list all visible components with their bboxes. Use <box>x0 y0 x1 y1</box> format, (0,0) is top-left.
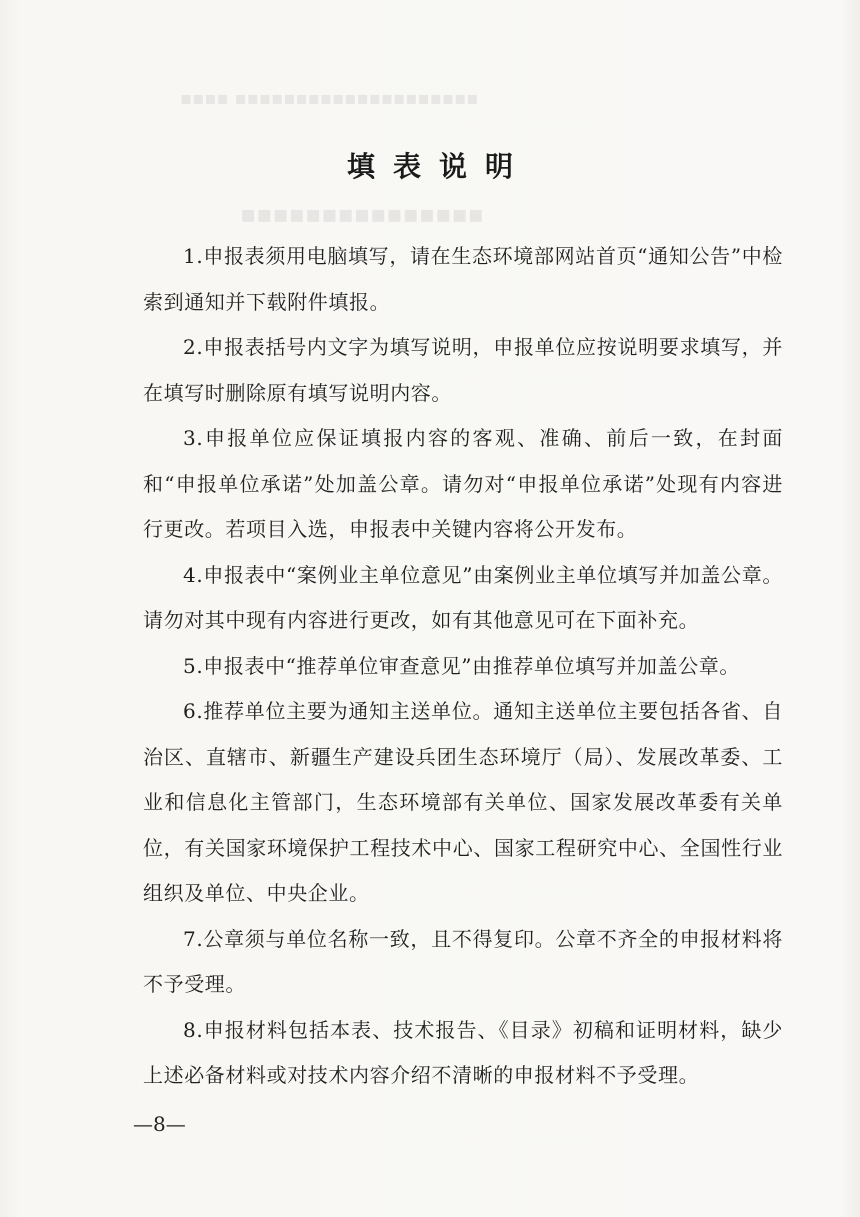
instruction-item-4: 4.申报表中“案例业主单位意见”由案例业主单位填写并加盖公章。请勿对其中现有内容进行更改，如有其他意见可在下面补充。 <box>143 562 783 632</box>
instruction-item-8: 8.申报材料包括本表、技术报告、《目录》初稿和证明材料，缺少上述必备材料或对技术内容介绍不清晰的申报材料不予受理。 <box>143 1017 783 1087</box>
instruction-item-2: 2.申报表括号内文字为填写说明，申报单位应按说明要求填写，并在填写时删除原有填写说明内容。 <box>143 335 783 405</box>
instruction-item-3: 3.申报单位应保证填报内容的客观、准确、前后一致，在封面和“申报单位承诺”处加盖公章。请勿对“申报单位承诺”处现有内容进行更改。若项目入选，申报表中关键内容将公开发布。 <box>143 426 783 541</box>
instruction-item-1: 1.申报表须用电脑填写，请在生态环境部网站首页“通知公告”中检索到通知并下载附件填报。 <box>143 244 783 314</box>
page-title: 填表说明 <box>346 150 531 183</box>
bleed-through-decoration: ▪▪▪▪ ▪▪▪▪▪▪▪▪▪▪▪▪▪▪▪▪▪▪▪▪ <box>180 88 479 109</box>
instruction-item-6: 6.推荐单位主要为通知主送单位。通知主送单位主要包括各省、自治区、直辖市、新疆生产建设兵团生态环境厅（局）、发展改革委、工业和信息化主管部门，生态环境部有关单位、国家发展改革委有关单位，有关国家环境保护工程技术中心、国家工程研究中心、全国性行业组织及单位、中央企业。 <box>143 699 783 905</box>
instructions-body <box>143 234 783 1099</box>
bleed-through-decoration: ▪▪▪▪▪▪▪▪▪▪▪▪▪▪▪ <box>240 200 484 228</box>
page-number: —8— <box>133 1112 186 1136</box>
instruction-item-7: 7.公章须与单位名称一致，且不得复印。公章不齐全的申报材料将不予受理。 <box>143 926 783 996</box>
instruction-item-5: 5.申报表中“推荐单位审查意见”由推荐单位填写并加盖公章。 <box>183 653 740 678</box>
